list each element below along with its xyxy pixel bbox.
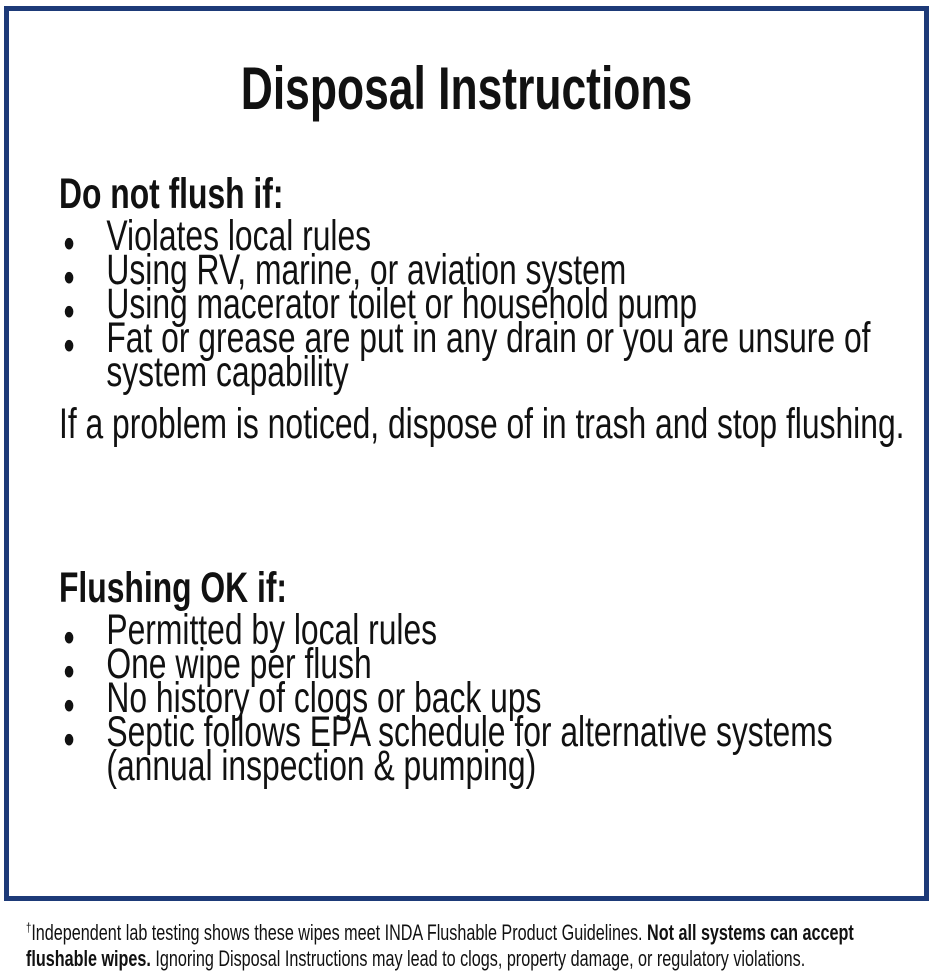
list-item-text: One wipe per flush: [106, 640, 372, 688]
list-item-text: Violates local rules: [106, 212, 372, 260]
bullet-icon: •: [63, 322, 75, 370]
footnote-text-2: Ignoring Disposal Instructions may lead to clogs, property damage, or regulatory violations.: [150, 946, 806, 971]
footnote-text-1: Independent lab testing shows these wipes meet INDA Flushable Product Guidelines.: [31, 920, 648, 945]
flushing-ok-section: [59, 563, 888, 790]
bullet-icon: •: [63, 220, 75, 268]
footnote-bold-2: flushable wipes.: [26, 946, 151, 971]
bullet-icon: •: [63, 682, 75, 730]
list-item: [59, 314, 888, 396]
list-item-text: Permitted by local rules: [106, 606, 438, 654]
list-item-text: No history of clogs or back ups: [106, 674, 542, 722]
bullet-icon: •: [63, 716, 75, 764]
do-not-flush-section: [59, 169, 905, 449]
bullet-icon: •: [63, 254, 75, 302]
list-item-text: Using RV, marine, or aviation system: [106, 246, 627, 294]
list-item-text-continued: (annual inspection & pumping): [106, 742, 537, 790]
footnote: [26, 920, 893, 972]
problem-note: If a problem is noticed, dispose of in trash and stop flushing.: [59, 400, 905, 448]
bullet-icon: •: [63, 648, 75, 696]
page-title: Disposal Instructions: [240, 55, 693, 122]
list-item-text-continued: system capability: [106, 348, 349, 396]
flushing-ok-heading: Flushing OK if:: [59, 564, 288, 612]
list-item-text: Fat or grease are put in any drain or you are unsure of: [106, 314, 871, 362]
flushing-ok-list: [59, 606, 888, 790]
list-item-text: Septic follows EPA schedule for alternative systems: [106, 708, 833, 756]
do-not-flush-heading: Do not flush if:: [59, 170, 284, 218]
footnote-bold-1: Not all systems can accept: [647, 920, 854, 945]
list-item: [59, 708, 888, 790]
footnote-line-1: [26, 920, 893, 946]
dagger-mark: †: [26, 920, 32, 935]
bullet-icon: •: [63, 288, 75, 336]
footnote-line-2: [26, 946, 893, 972]
do-not-flush-list: [59, 212, 888, 396]
bullet-icon: •: [63, 614, 75, 662]
list-item-text: Using macerator toilet or household pump: [106, 280, 698, 328]
instructions-panel: [4, 6, 929, 901]
